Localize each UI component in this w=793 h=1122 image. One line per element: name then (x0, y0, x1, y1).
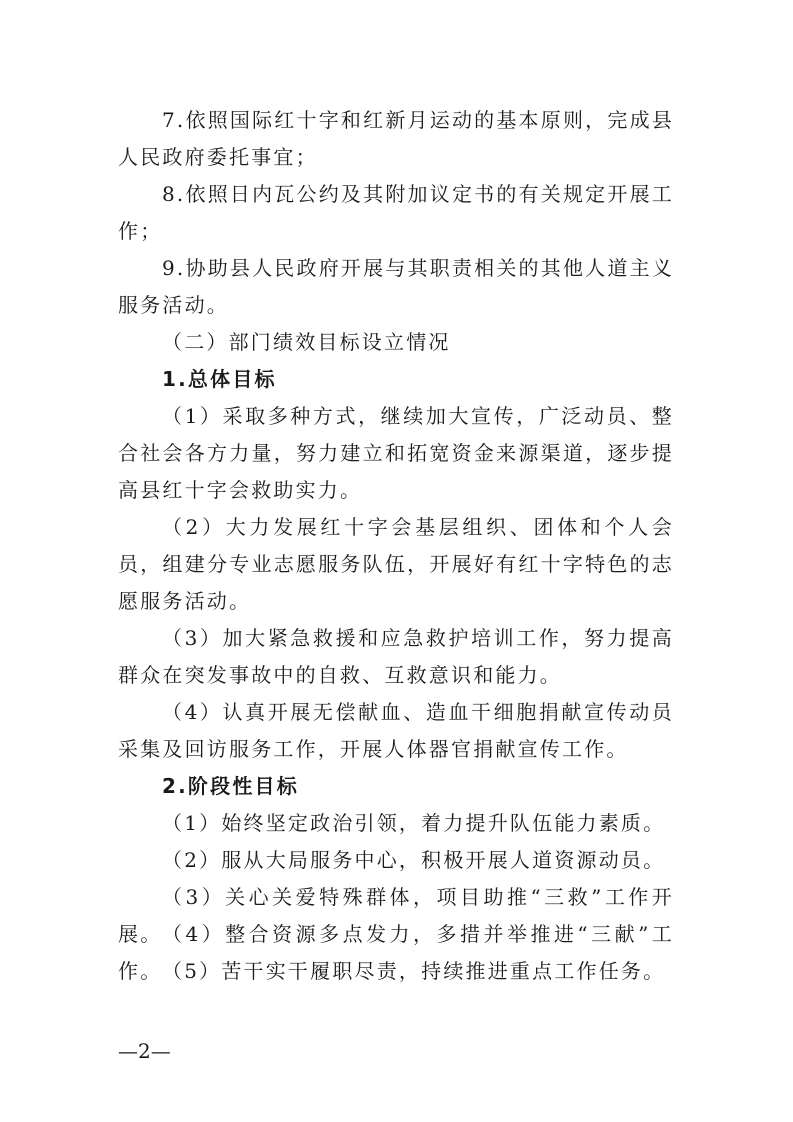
paragraph-item-8: 8.依照日内瓦公约及其附加议定书的有关规定开展工作； (118, 182, 674, 243)
stage-goal-item-4: （4）整合资源多点发力，多措并举推进“三献”工作。 (118, 922, 674, 983)
overall-goal-item-1: （1）采取多种方式，继续加大宣传，广泛动员、整合社会各方力量，努力建立和拓宽资金来源渠道，逐步提高县红十字会救助实力。 (118, 404, 674, 502)
overall-goal-item-2: （2）大力发展红十字会基层组织、团体和个人会员，组建分专业志愿服务队伍，开展好有红十字特色的志愿服务活动。 (118, 515, 674, 613)
section-heading: （二）部门绩效目标设立情况 (162, 330, 451, 354)
stage-goal-heading: 2.阶段性目标 (162, 774, 299, 798)
overall-goal-item-3: （3）加大紧急救援和应急救护培训工作，努力提高群众在突发事故中的自救、互救意识和能力。 (118, 626, 674, 687)
overall-goal-heading: 1.总体目标 (162, 367, 277, 391)
stage-goal-item-5: （5）苦干实干履职尽责，持续推进重点工作任务。 (162, 959, 666, 983)
paragraph-item-7: 7.依照国际红十字和红新月运动的基本原则，完成县人民政府委托事宜； (118, 108, 674, 169)
overall-goal-item-4: （4）认真开展无偿献血、造血干细胞捐献宣传动员采集及回访服务工作，开展人体器官捐献宣传工作。 (118, 700, 674, 761)
stage-goal-item-2: （2）服从大局服务中心，积极开展人道资源动员。 (162, 848, 666, 872)
page-number: —2— (118, 1039, 171, 1063)
paragraph-item-9: 9.协助县人民政府开展与其职责相关的其他人道主义服务活动。 (118, 256, 674, 317)
stage-goal-item-3: （3）关心关爱特殊群体，项目助推“三救”工作开展。 (118, 885, 674, 946)
stage-goal-item-1: （1）始终坚定政治引领，着力提升队伍能力素质。 (162, 811, 666, 835)
